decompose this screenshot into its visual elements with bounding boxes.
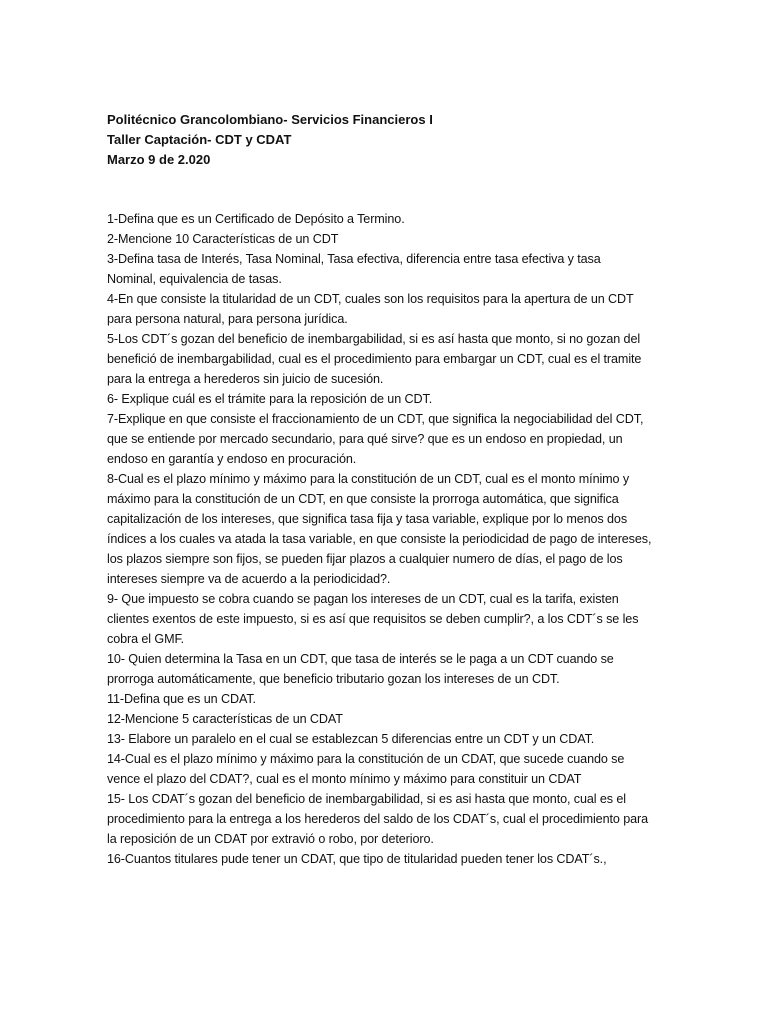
workshop-title: Taller Captación- CDT y CDAT [107,132,292,147]
question-line: 5-Los CDT´s gozan del beneficio de inembargabilidad, si es así hasta que monto, si no gozan del [107,332,641,346]
question-line: que se entiende por mercado secundario, para qué sirve? que es un endoso en propiedad, un [107,432,623,446]
question-line: 11-Defina que es un CDAT. [107,692,256,706]
question-line: cobra el GMF. [107,632,185,646]
question-line: índices a los cuales va atada la tasa variable, en que consiste la periodicidad de pago de intereses, [107,532,652,546]
question-line: para la entrega a herederos sin juicio de sucesión. [107,372,384,386]
question-line: 6- Explique cuál es el trámite para la reposición de un CDT. [107,392,433,406]
question-line: 14-Cual es el plazo mínimo y máximo para la constitución de un CDAT, que sucede cuando se [107,752,625,766]
question-line: 16-Cuantos titulares pude tener un CDAT, que tipo de titularidad pueden tener los CDAT´s., [107,852,607,866]
question-line: endoso en garantía y endoso en procuración. [107,452,357,466]
question-line: la reposición de un CDAT por extravió o robo, por deterioro. [107,832,434,846]
question-line: 10- Quien determina la Tasa en un CDT, que tasa de interés se le paga a un CDT cuando se [107,652,614,666]
question-line: 12-Mencione 5 características de un CDAT [107,712,343,726]
question-line: 9- Que impuesto se cobra cuando se pagan los intereses de un CDT, cual es la tarifa, existen [107,592,619,606]
question-line: 1-Defina que es un Certificado de Depósito a Termino. [107,212,405,226]
document-header [107,110,707,170]
question-line: Nominal, equivalencia de tasas. [107,272,282,286]
question-line: benefició de inembargabilidad, cual es el procedimiento para embargar un CDT, cual es el tramite [107,352,642,366]
question-line: procedimiento para la entrega a los herederos del saldo de los CDAT´s, cual el procedimiento para [107,812,648,826]
question-line: 13- Elabore un paralelo en el cual se establezcan 5 diferencias entre un CDT y un CDAT. [107,732,595,746]
question-line: 4-En que consiste la titularidad de un CDT, cuales son los requisitos para la apertura de un CDT [107,292,634,306]
question-line: clientes exentos de este impuesto, si es así que requisitos se deben cumplir?, a los CDT´s se les [107,612,639,626]
question-line: intereses siempre va de acuerdo a la periodicidad?. [107,572,391,586]
question-line: 3-Defina tasa de Interés, Tasa Nominal, Tasa efectiva, diferencia entre tasa efectiva y tasa [107,252,601,266]
question-line: capitalización de los intereses, que significa tasa fija y tasa variable, explique por lo menos dos [107,512,628,526]
question-line: 7-Explique en que consiste el fraccionamiento de un CDT, que significa la negociabilidad del CDT, [107,412,644,426]
institution-course-title: Politécnico Grancolombiano- Servicios Financieros I [107,112,433,127]
question-line: prorroga automáticamente, que beneficio tributario gozan los intereses de un CDT. [107,672,560,686]
question-line: vence el plazo del CDAT?, cual es el monto mínimo y máximo para constituir un CDAT [107,772,582,786]
question-line: 8-Cual es el plazo mínimo y máximo para la constitución de un CDT, cual es el monto mínimo y [107,472,630,486]
question-line: máximo para la constitución de un CDT, en que consiste la prorroga automática, que significa [107,492,619,506]
question-line: 15- Los CDAT´s gozan del beneficio de inembargabilidad, si es asi hasta que monto, cual es el [107,792,627,806]
question-line: para persona natural, para persona jurídica. [107,312,348,326]
document-date: Marzo 9 de 2.020 [107,152,211,167]
question-line: 2-Mencione 10 Características de un CDT [107,232,339,246]
questions-list [107,209,662,869]
question-line: los plazos siempre son fijos, se pueden fijar plazos a cualquier numero de días, el pago de los [107,552,623,566]
